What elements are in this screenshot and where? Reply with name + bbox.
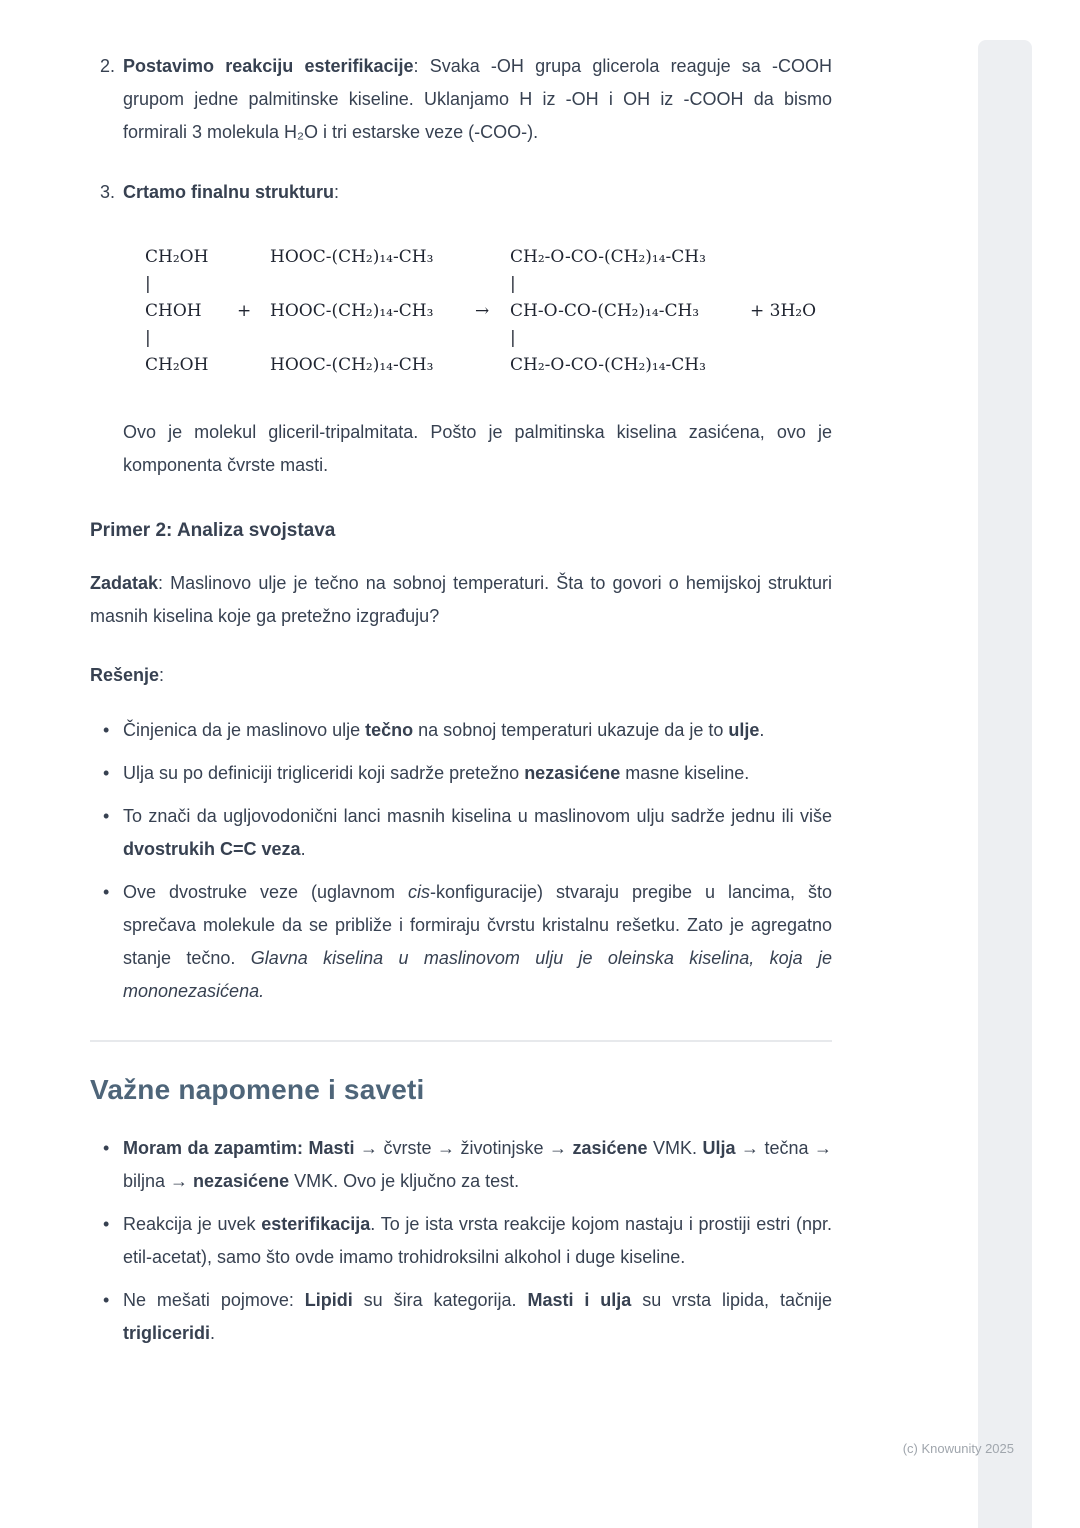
list-item: [90, 1284, 832, 1350]
equation-cell: HOOC-(CH₂)₁₄-CH₃: [270, 246, 434, 267]
item-text-wrap: [123, 176, 832, 482]
plus-sign: +: [237, 300, 252, 321]
numbered-item-3: [90, 176, 832, 482]
equation-cell: |: [145, 327, 151, 348]
equation-row: [145, 297, 832, 324]
equation-cell: HOOC-(CH₂)₁₄-CH₃: [270, 300, 434, 321]
scrollbar-track[interactable]: [978, 40, 1032, 1528]
reaction-arrow: →: [475, 300, 490, 321]
list-item: [90, 714, 832, 747]
equation-bond-row: [145, 270, 832, 297]
section-divider: [90, 1040, 832, 1042]
equation-cell: HOOC-(CH₂)₁₄-CH₃: [270, 354, 434, 375]
list-item-text: Reakcija je uvek esterifikacija. To je ista vrsta reakcije kojom nastaju i prostiji estri (npr. etil-acetat), samo što ovde imamo trohidroksilni alkohol i duge kiseline.: [123, 1214, 832, 1267]
equation-row: [145, 351, 832, 378]
equation-row: [145, 243, 832, 270]
list-item-text: Ulja su po definiciji trigliceridi koji sadrže pretežno nezasićene masne kiseline.: [123, 763, 750, 783]
list-item: [90, 1208, 832, 1274]
list-item: [90, 757, 832, 790]
equation-bond-row: [145, 324, 832, 351]
list-item-text: To znači da ugljovodonični lanci masnih kiselina u maslinovom ulju sadrže jednu ili više dvostrukih C=C veza.: [123, 806, 832, 859]
equation-cell: + 3H₂O: [750, 300, 817, 321]
bullet-marker: [90, 1132, 123, 1198]
example2-heading: Primer 2: Analiza svojstava: [90, 520, 336, 541]
solution-bullet-list: [90, 714, 832, 1008]
conclusion-paragraph: Ovo je molekul gliceril-tripalmitata. Pošto je palmitinska kiselina zasićena, ovo je komponenta čvrste masti.: [123, 422, 832, 475]
equation-cell: CHOH: [145, 300, 202, 321]
equation-cell: CH₂OH: [145, 354, 209, 375]
list-item-text: Ove dvostruke veze (uglavnom cis-konfiguracije) stvaraju pregibe u lancima, što sprečava molekule da se približe i formiraju čvrstu kristalnu rešetku. Zato je agregatno stanje tečno. Glavna kiselina u maslinovom ulju je oleinska kiselina, koja je mononezasićena.: [123, 882, 832, 1001]
notes-heading: Važne napomene i saveti: [90, 1074, 425, 1105]
item-number: 3.: [100, 182, 116, 202]
task-paragraph: Zadatak: Maslinovo ulje je tečno na sobnoj temperaturi. Šta to govori o hemijskoj strukturi masnih kiselina koje ga pretežno izgrađuju?: [90, 573, 832, 626]
list-item: [90, 876, 832, 1008]
item-text: Postavimo reakciju esterifikacije: Svaka -OH grupa glicerola reaguje sa -COOH grupom jedne palmitinske kiseline. Uklanjamo H iz -OH i OH iz -COOH da bismo formirali 3 molekula H₂O i tri estarske veze (-COO-).: [123, 56, 832, 142]
solution-label: Rešenje:: [90, 665, 165, 685]
list-item: [90, 1132, 832, 1198]
bullet-marker: [90, 1208, 123, 1274]
bullet-marker: [90, 714, 123, 747]
item-number: 2.: [100, 56, 116, 76]
item-text: Crtamo finalnu strukturu:: [123, 182, 340, 202]
bullet-marker: [90, 1284, 123, 1350]
content-column: [90, 0, 832, 1350]
equation-cell: |: [145, 273, 151, 294]
equation-cell: CH₂-O-CO-(CH₂)₁₄-CH₃: [510, 246, 706, 267]
equation-cell: CH₂-O-CO-(CH₂)₁₄-CH₃: [510, 354, 706, 375]
list-item-text: Činjenica da je maslinovo ulje tečno na sobnoj temperaturi ukazuje da je to ulje.: [123, 720, 765, 740]
equation-cell: |: [510, 273, 516, 294]
chemical-equation: [145, 243, 832, 378]
bullet-marker: [90, 757, 123, 790]
equation-cell: CH₂OH: [145, 246, 209, 267]
equation-cell: CH-O-CO-(CH₂)₁₄-CH₃: [510, 300, 700, 321]
list-item: [90, 800, 832, 866]
bullet-marker: [90, 800, 123, 866]
numbered-item-2: [90, 50, 832, 149]
bullet-marker: [90, 876, 123, 1008]
page-footer-copyright: (c) Knowunity 2025: [902, 1441, 1014, 1456]
list-item-text: Ne mešati pojmove: Lipidi su šira kategorija. Masti i ulja su vrsta lipida, tačnije trigliceridi.: [123, 1290, 832, 1343]
list-item-text: Moram da zapamtim: Masti → čvrste → životinjske → zasićene VMK. Ulja → tečna → biljna → nezasićene VMK. Ovo je ključno za test.: [123, 1138, 833, 1191]
notes-bullet-list: [90, 1132, 832, 1350]
equation-cell: |: [510, 327, 516, 348]
